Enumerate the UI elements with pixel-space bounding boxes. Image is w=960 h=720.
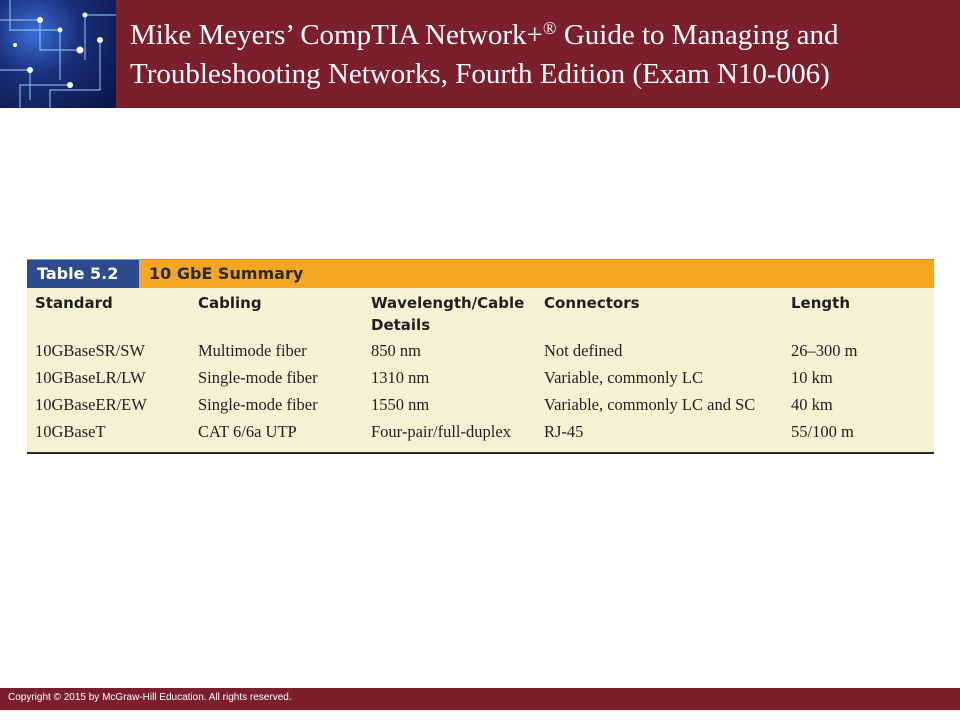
column-header-wavelength: Wavelength/Cable Details xyxy=(371,294,525,334)
table-title: 10 GbE Summary xyxy=(149,264,304,283)
cell-standard: 10GBaseSR/SW xyxy=(35,341,146,360)
column-header-connectors: Connectors xyxy=(544,294,640,312)
cell-cabling: Single-mode fiber xyxy=(198,395,318,414)
column-header-standard: Standard xyxy=(35,294,113,312)
cell-length: 26–300 m xyxy=(791,341,858,360)
network-graphic-logo xyxy=(0,0,116,108)
cell-standard: 10GBaseLR/LW xyxy=(35,368,146,387)
cell-length: 40 km xyxy=(791,395,833,414)
cell-wavelength: 1310 nm xyxy=(371,368,430,387)
cell-length: 55/100 m xyxy=(791,422,854,441)
cell-length: 10 km xyxy=(791,368,833,387)
cell-wavelength: 1550 nm xyxy=(371,395,430,414)
table-row xyxy=(27,338,934,365)
title-banner xyxy=(0,0,960,108)
table-row xyxy=(27,365,934,392)
cell-cabling: Single-mode fiber xyxy=(198,368,318,387)
cell-connectors: Variable, commonly LC xyxy=(544,368,704,387)
copyright-text: Copyright © 2015 by McGraw-Hill Education. All rights reserved. xyxy=(8,692,292,703)
column-header-length: Length xyxy=(791,294,850,312)
table-caption-bar xyxy=(27,259,934,288)
copyright-footer xyxy=(0,688,960,710)
cell-connectors: Not defined xyxy=(544,341,623,360)
cell-cabling: CAT 6/6a UTP xyxy=(198,422,297,441)
cell-connectors: Variable, commonly LC and SC xyxy=(544,395,756,414)
cell-wavelength: 850 nm xyxy=(371,341,421,360)
table-row xyxy=(27,419,934,446)
gbe-summary-table xyxy=(27,259,934,454)
cell-cabling: Multimode fiber xyxy=(198,341,307,360)
page-title: Mike Meyers’ CompTIA Network+® Guide to Managing and Troubleshooting Networks, Fourth Edition (Exam N10-006) xyxy=(130,18,839,90)
table-body xyxy=(27,288,934,454)
table-header-row xyxy=(27,288,934,338)
table-row xyxy=(27,392,934,419)
table-number-label: Table 5.2 xyxy=(27,260,139,288)
cell-connectors: RJ-45 xyxy=(544,422,584,441)
cell-wavelength: Four-pair/full-duplex xyxy=(371,422,511,441)
cell-standard: 10GBaseT xyxy=(35,422,106,441)
cell-standard: 10GBaseER/EW xyxy=(35,395,147,414)
column-header-cabling: Cabling xyxy=(198,294,262,312)
